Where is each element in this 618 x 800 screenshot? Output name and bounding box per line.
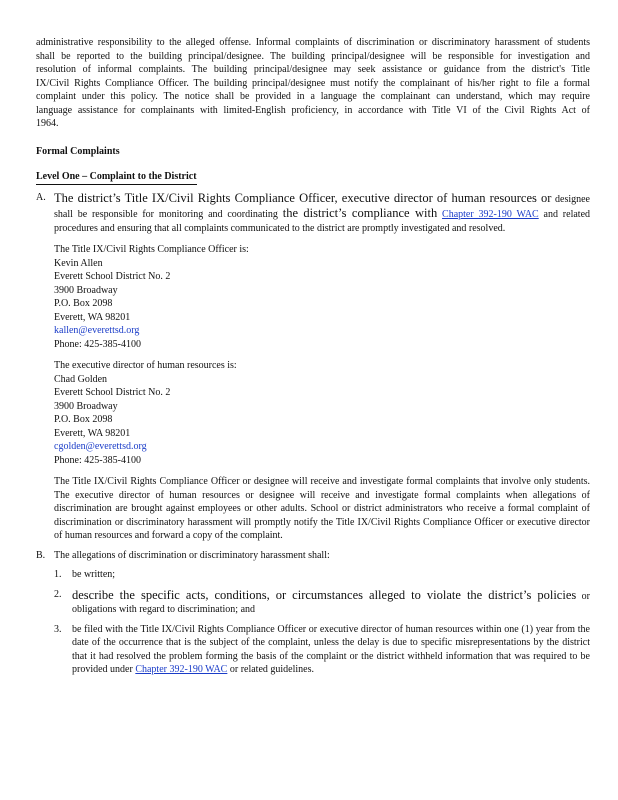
- item-a-body: [54, 191, 590, 543]
- officer-intro: The Title IX/Civil Rights Compliance Officer is:: [54, 244, 249, 255]
- director-city: Everett, WA 98201: [54, 427, 131, 439]
- officer-email-link[interactable]: kallen@everettsd.org: [54, 325, 140, 336]
- item-number: 2.: [54, 588, 62, 600]
- wac-link[interactable]: Chapter 392-190 WAC: [442, 209, 539, 220]
- item-b-3-text: be filed with the Title IX/Civil Rights Compliance Officer or executive director of human resources within one (1) year from the date of the occurrence that is the subject of the complaint, unless the delay is due to specific misrepresentations by the district that it had resolved the problem forming the basis of the complaint or the district withheld information that was required to be provided under: [72, 623, 590, 675]
- officer-city: Everett, WA 98201: [54, 311, 131, 323]
- officer-po: P.O. Box 2098: [54, 298, 113, 309]
- list-item-b-1: [54, 568, 590, 582]
- item-b-2-big: describe the specific acts, conditions, or circumstances alleged to violate the district’s policies: [72, 587, 577, 602]
- item-a-text-3: and related procedures and ensuring that all complaints communicated to the district are promptly investigated and resolved.: [54, 209, 591, 234]
- list-item-b-3: [54, 623, 590, 677]
- list-item-a: [36, 191, 590, 543]
- item-b-1-text: be written;: [72, 569, 116, 580]
- officer-name: Kevin Allen: [54, 257, 103, 269]
- item-b-2-body: [72, 588, 590, 617]
- section-heading-formal-complaints: Formal Complaints: [36, 145, 120, 157]
- item-b-3-body: [72, 623, 590, 677]
- director-po: P.O. Box 2098: [54, 414, 113, 425]
- director-block: [54, 359, 590, 467]
- item-a-text-1: designee shall be responsible for monitoring and coordinating: [54, 193, 590, 220]
- director-street: 3900 Broadway: [54, 400, 118, 412]
- officer-org: Everett School District No. 2: [54, 271, 171, 282]
- director-org: Everett School District No. 2: [54, 387, 171, 398]
- item-number: 3.: [54, 623, 62, 635]
- item-a-big-2: the district’s compliance with: [282, 206, 438, 220]
- item-marker: B.: [36, 549, 46, 561]
- director-intro: The executive director of human resources is:: [54, 360, 237, 371]
- director-email-link[interactable]: cgolden@everettsd.org: [54, 441, 147, 452]
- officer-street: 3900 Broadway: [54, 284, 118, 296]
- item-b-3-tail: or related guidelines.: [229, 664, 314, 675]
- item-a-lead: The district’s Title IX/Civil Rights Compliance Officer, executive director of human resources or: [54, 190, 552, 205]
- item-number: 1.: [54, 569, 62, 580]
- item-a-closing: The Title IX/Civil Rights Compliance Officer or designee will receive and investigate formal complaints that involve only students. The executive director of human resources or designee will receive and investigate formal complaints when allegations of discrimination are brought against employees or other adults. School or district administrators who receive a formal complaint of discrimination or discriminatory harassment will promptly notify the Title IX/Civil Rights Compliance Officer or executive director of human resources and forward a copy of the complaint.: [54, 476, 590, 541]
- list-item-b: [36, 549, 590, 563]
- list-item-b-2: [54, 588, 590, 617]
- officer-block: [54, 243, 590, 351]
- section-heading-level-one: Level One – Complaint to the District: [36, 170, 197, 185]
- wac-link-2[interactable]: Chapter 392-190 WAC: [135, 664, 228, 675]
- officer-phone: Phone: 425-385-4100: [54, 338, 141, 350]
- intro-paragraph: administrative responsibility to the alleged offense. Informal complaints of discrimination or discriminatory harassment of students shall be reported to the building principal/designee. The building principal/designee will be responsible for investigation and resolution of informal complaints. The building principal/designee may seek assistance or guidance from the district's Title IX/Civil Rights Compliance Officer. The building principal/designee must notify the complainant of his/her right to file a formal complaint under this policy. The notice shall be provided in a language the complainant can understand, which may require language assistance for complainants with limited-English proficiency, in accordance with Title VI of the Civil Rights Act of 1964.: [36, 37, 590, 129]
- item-b-lead: The allegations of discrimination or discriminatory harassment shall:: [54, 549, 330, 561]
- director-name: Chad Golden: [54, 373, 108, 385]
- item-b-2-text: or obligations with regard to discrimination; and: [72, 590, 591, 615]
- item-marker: A.: [36, 191, 46, 203]
- director-phone: Phone: 425-385-4100: [54, 454, 141, 466]
